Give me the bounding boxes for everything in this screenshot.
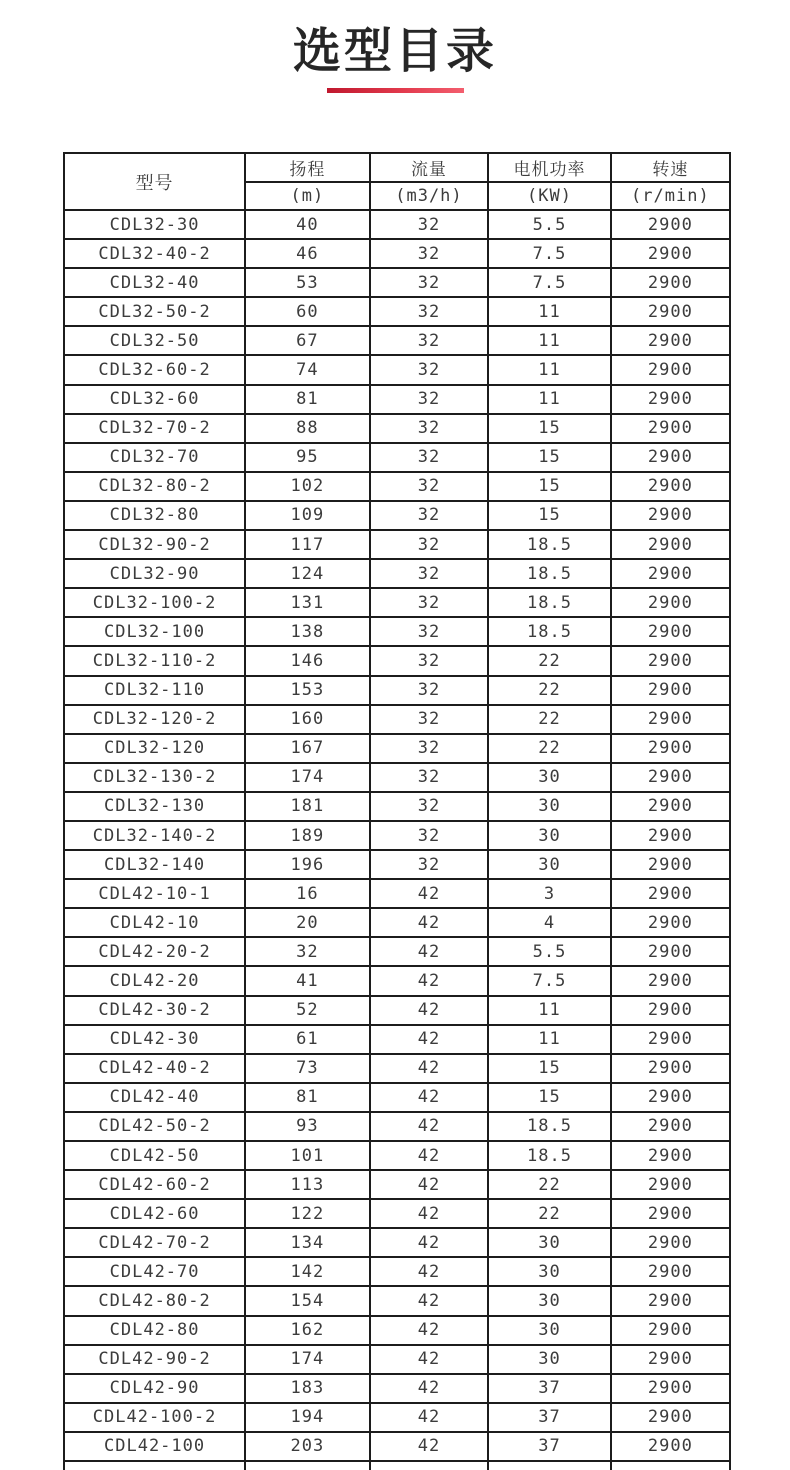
table-cell: 2900 [611,1112,730,1141]
table-cell: 2900 [611,297,730,326]
table-cell: 42 [370,1199,489,1228]
table-cell: 42 [370,879,489,908]
table-cell: 32 [370,297,489,326]
table-cell: 32 [370,676,489,705]
table-cell: CDL32-70 [64,443,245,472]
table-cell: 81 [245,385,370,414]
table-row [64,1316,730,1345]
table-cell: 30 [488,763,611,792]
table-row [64,821,730,850]
table-cell: 5.5 [488,210,611,239]
table-cell: 15 [488,414,611,443]
table-cell: CDL32-60-2 [64,355,245,384]
table-cell: 32 [370,646,489,675]
table-row [64,443,730,472]
table-cell: CDL42-10 [64,908,245,937]
table-cell: 2900 [611,937,730,966]
table-cell: 32 [370,850,489,879]
table-cell: CDL32-120 [64,734,245,763]
table-row [64,908,730,937]
table-row [64,268,730,297]
col-header-speed: 转速 [611,153,730,182]
table-cell: 42 [370,1316,489,1345]
table-cell: 2900 [611,1025,730,1054]
table-row [64,1345,730,1374]
table-row [64,326,730,355]
table-cell: 117 [245,530,370,559]
table-cell: 32 [370,617,489,646]
table-row [64,414,730,443]
table-cell: 2900 [611,792,730,821]
table-cell: 2900 [611,1199,730,1228]
table-cell: 2900 [611,646,730,675]
table-cell: CDL42-10-1 [64,879,245,908]
table-cell: 41 [245,966,370,995]
table-cell: 22 [488,676,611,705]
table-cell: 2900 [611,763,730,792]
table-cell: 16 [245,879,370,908]
table-cell: CDL32-90-2 [64,530,245,559]
table-cell: 5.5 [488,937,611,966]
table-cell: 2900 [611,1257,730,1286]
table-cell: 2900 [611,210,730,239]
col-header-flow: 流量 [370,153,489,182]
table-cell: 2900 [611,1316,730,1345]
table-row [64,1374,730,1403]
table-cell: CDL32-130-2 [64,763,245,792]
table-cell: 22 [488,734,611,763]
table-cell: 42 [370,1286,489,1315]
table-cell: 42 [370,1403,489,1432]
table-cell: 32 [370,821,489,850]
table-cell: 32 [370,326,489,355]
table-cell: CDL42-50 [64,1141,245,1170]
table-cell: 42 [370,1083,489,1112]
table-cell: CDL32-80-2 [64,472,245,501]
table-cell: 73 [245,1054,370,1083]
table-cell: 2900 [611,734,730,763]
table-row [64,734,730,763]
table-cell: 30 [488,1228,611,1257]
table-cell: 32 [245,937,370,966]
table-cell: 2900 [611,1141,730,1170]
table-cell: 11 [488,996,611,1025]
table-cell: CDL42-80-2 [64,1286,245,1315]
table-cell: CDL42-40-2 [64,1054,245,1083]
table-row [64,705,730,734]
table-cell: 42 [370,1257,489,1286]
table-cell: 42 [370,1228,489,1257]
table-cell: CDL32-40 [64,268,245,297]
title-accent-divider [327,88,464,93]
table-cell [64,1461,245,1470]
table-row [64,472,730,501]
table-cell: 42 [370,1345,489,1374]
table-cell: 93 [245,1112,370,1141]
table-row [64,646,730,675]
table-cell: 2900 [611,908,730,937]
table-cell: 134 [245,1228,370,1257]
table-row [64,1199,730,1228]
table-cell: 2900 [611,676,730,705]
table-cell: 196 [245,850,370,879]
table-cell: 3 [488,879,611,908]
table-cell: 74 [245,355,370,384]
table-cell: 67 [245,326,370,355]
table-cell: 2900 [611,268,730,297]
table-cell: 22 [488,1170,611,1199]
table-cell: 2900 [611,705,730,734]
table-cell: 2900 [611,530,730,559]
table-cell: 2900 [611,617,730,646]
table-cell: 167 [245,734,370,763]
table-cell: 2900 [611,355,730,384]
table-cell: 2900 [611,879,730,908]
table-cell: 15 [488,1054,611,1083]
table-row [64,530,730,559]
table-row [64,1170,730,1199]
table-cell: CDL32-120-2 [64,705,245,734]
table-cell: 2900 [611,1432,730,1461]
table-row [64,617,730,646]
table-cell: 60 [245,297,370,326]
table-cell: 37 [488,1432,611,1461]
table-cell: 18.5 [488,588,611,617]
table-row [64,1083,730,1112]
table-cell: 42 [370,1025,489,1054]
table-cell: 61 [245,1025,370,1054]
table-cell: 18.5 [488,530,611,559]
table-cell: 7.5 [488,268,611,297]
table-cell: 81 [245,1083,370,1112]
table-row [64,676,730,705]
table-cell: CDL32-30 [64,210,245,239]
table-cell: 53 [245,268,370,297]
table-cell: 102 [245,472,370,501]
table-cell: 2900 [611,821,730,850]
table-cell: 42 [370,996,489,1025]
table-cell: 46 [245,239,370,268]
table-cell: 15 [488,443,611,472]
table-cell: 2900 [611,1403,730,1432]
table-cell: 42 [370,1432,489,1461]
table-row [64,1054,730,1083]
table-cell: CDL32-140-2 [64,821,245,850]
table-cell: 2900 [611,443,730,472]
col-header-flow-unit: (m3/h) [370,182,489,211]
table-cell: 15 [488,1083,611,1112]
table-partial-row-clipped [64,1461,730,1470]
table-cell: CDL42-100-2 [64,1403,245,1432]
col-header-power-unit: (KW) [488,182,611,211]
table-cell: 2900 [611,414,730,443]
table-cell: 18.5 [488,1112,611,1141]
table-cell: 30 [488,1316,611,1345]
table-cell: CDL42-90-2 [64,1345,245,1374]
table-cell: 30 [488,1286,611,1315]
table-cell: 37 [488,1403,611,1432]
table-cell: 32 [370,705,489,734]
table-cell: 32 [370,385,489,414]
table-cell: 138 [245,617,370,646]
table-cell: 32 [370,355,489,384]
table-row [64,937,730,966]
table-cell: CDL32-130 [64,792,245,821]
table-cell: 2900 [611,472,730,501]
table-cell: 4 [488,908,611,937]
table-cell: CDL32-90 [64,559,245,588]
table-cell: 30 [488,1257,611,1286]
table-cell: 203 [245,1432,370,1461]
table-cell: 32 [370,268,489,297]
table-row [64,966,730,995]
table-row [64,763,730,792]
table-cell: CDL32-70-2 [64,414,245,443]
table-cell: CDL32-50 [64,326,245,355]
table-cell: 153 [245,676,370,705]
table-cell: CDL32-60 [64,385,245,414]
table-cell: 183 [245,1374,370,1403]
table-cell: CDL32-110-2 [64,646,245,675]
table-cell: 88 [245,414,370,443]
table-cell: 160 [245,705,370,734]
table-cell: 32 [370,588,489,617]
table-cell: 7.5 [488,966,611,995]
table-cell: CDL32-100 [64,617,245,646]
table-cell: 2900 [611,1286,730,1315]
table-cell: 42 [370,1374,489,1403]
table-header [64,153,730,210]
table-row [64,501,730,530]
table-cell: CDL42-20 [64,966,245,995]
table-row [64,559,730,588]
table-cell: 2900 [611,1170,730,1199]
table-cell: 2900 [611,1345,730,1374]
table-cell: 2900 [611,588,730,617]
table-cell: 113 [245,1170,370,1199]
table-cell: 15 [488,501,611,530]
table-cell: 174 [245,1345,370,1374]
table-cell: 32 [370,559,489,588]
table-cell: 154 [245,1286,370,1315]
table-cell: 2900 [611,239,730,268]
table-cell: 52 [245,996,370,1025]
table-row [64,1112,730,1141]
table-cell: 22 [488,646,611,675]
table-cell: 2900 [611,1054,730,1083]
page-title: 选型目录 [292,23,497,79]
table-cell: 11 [488,297,611,326]
table-cell: 22 [488,705,611,734]
table-cell: 18.5 [488,559,611,588]
table-cell: 32 [370,734,489,763]
table-cell: 109 [245,501,370,530]
table-cell: 2900 [611,1374,730,1403]
table-row [64,792,730,821]
header-row-labels [64,153,730,182]
table-cell: 22 [488,1199,611,1228]
table-cell: CDL42-40 [64,1083,245,1112]
table-cell: 32 [370,239,489,268]
table-cell: 2900 [611,559,730,588]
table-cell: 18.5 [488,1141,611,1170]
table-cell: 30 [488,850,611,879]
table-cell: 11 [488,1025,611,1054]
table-cell: 101 [245,1141,370,1170]
table-cell: 20 [245,908,370,937]
table-cell: 194 [245,1403,370,1432]
table-cell: 30 [488,821,611,850]
selection-table-wrap [63,152,790,1470]
table-cell: CDL32-40-2 [64,239,245,268]
table-cell: CDL42-50-2 [64,1112,245,1141]
table-cell: 42 [370,1170,489,1199]
table-cell: CDL32-50-2 [64,297,245,326]
col-header-speed-unit: (r/min) [611,182,730,211]
table-cell: CDL42-60-2 [64,1170,245,1199]
table-cell: 42 [370,1054,489,1083]
table-cell: CDL42-80 [64,1316,245,1345]
table-cell: 131 [245,588,370,617]
table-cell: 32 [370,443,489,472]
table-cell: 30 [488,1345,611,1374]
table-row [64,588,730,617]
table-cell: 2900 [611,326,730,355]
table-cell: 32 [370,530,489,559]
table-cell: CDL42-60 [64,1199,245,1228]
table-row [64,239,730,268]
table-cell: 32 [370,792,489,821]
table-cell: CDL32-110 [64,676,245,705]
table-row [64,879,730,908]
table-cell: 2900 [611,1083,730,1112]
table-cell: 37 [488,1374,611,1403]
table-row [64,210,730,239]
table-cell: 32 [370,763,489,792]
table-cell: CDL32-140 [64,850,245,879]
selection-table [63,152,731,1470]
table-cell: CDL42-70 [64,1257,245,1286]
table-cell: 11 [488,326,611,355]
table-cell: 30 [488,792,611,821]
table-row [64,1461,730,1470]
table-cell [370,1461,489,1470]
table-cell: 2900 [611,1228,730,1257]
table-row [64,996,730,1025]
table-cell: 162 [245,1316,370,1345]
table-cell: CDL32-100-2 [64,588,245,617]
table-row [64,1286,730,1315]
table-cell [488,1461,611,1470]
table-row [64,297,730,326]
table-cell: 7.5 [488,239,611,268]
table-cell: 32 [370,210,489,239]
table-cell: 42 [370,966,489,995]
table-cell: 32 [370,472,489,501]
table-cell: 2900 [611,850,730,879]
table-cell: 42 [370,1141,489,1170]
table-row [64,1141,730,1170]
table-cell: 32 [370,414,489,443]
table-row [64,385,730,414]
table-cell: 40 [245,210,370,239]
table-cell: 2900 [611,966,730,995]
table-body [64,210,730,1461]
table-cell: 15 [488,472,611,501]
table-cell: 122 [245,1199,370,1228]
table-row [64,1403,730,1432]
table-cell: CDL42-30 [64,1025,245,1054]
table-row [64,1025,730,1054]
col-header-head: 扬程 [245,153,370,182]
table-row [64,1228,730,1257]
table-cell: 32 [370,501,489,530]
table-cell: CDL42-90 [64,1374,245,1403]
table-cell [245,1461,370,1470]
table-cell: 146 [245,646,370,675]
table-cell: CDL42-70-2 [64,1228,245,1257]
table-cell: 11 [488,355,611,384]
table-row [64,355,730,384]
table-cell: 181 [245,792,370,821]
table-cell: CDL42-30-2 [64,996,245,1025]
table-cell [611,1461,730,1470]
table-cell: 42 [370,937,489,966]
table-cell: 124 [245,559,370,588]
table-cell: 11 [488,385,611,414]
col-header-head-unit: (m) [245,182,370,211]
table-cell: 142 [245,1257,370,1286]
table-row [64,1257,730,1286]
table-cell: 2900 [611,385,730,414]
col-header-power: 电机功率 [488,153,611,182]
table-cell: 18.5 [488,617,611,646]
table-cell: 189 [245,821,370,850]
col-header-model: 型号 [64,153,245,210]
table-cell: 42 [370,908,489,937]
table-cell: 174 [245,763,370,792]
table-row [64,850,730,879]
table-cell: 2900 [611,996,730,1025]
table-cell: CDL32-80 [64,501,245,530]
table-cell: CDL42-20-2 [64,937,245,966]
table-cell: 42 [370,1112,489,1141]
table-row [64,1432,730,1461]
table-cell: 95 [245,443,370,472]
table-cell: 2900 [611,501,730,530]
table-cell: CDL42-100 [64,1432,245,1461]
